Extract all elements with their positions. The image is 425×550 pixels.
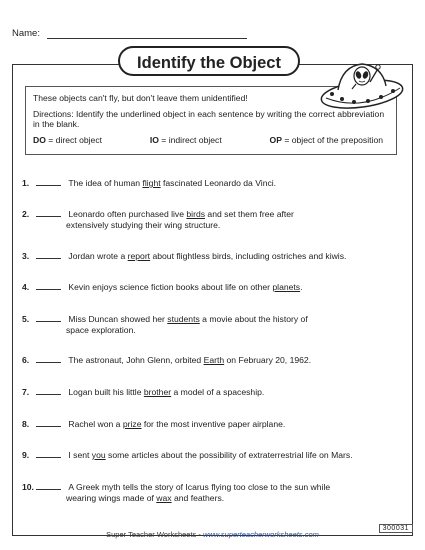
question-number: 7. [22, 387, 30, 397]
footer: Super Teacher Worksheets - www.superteacherworksheets.com [106, 530, 319, 539]
question-6: 6. The astronaut, John Glenn, orbited Earth on February 20, 1962. [22, 355, 312, 365]
underlined-object: prize [122, 419, 142, 429]
question-8: 8. Rachel won a prize for the most inventive paper airplane. [22, 419, 286, 429]
abbreviation-legend [33, 135, 389, 146]
underlined-object: students [167, 314, 200, 324]
question-9: 9. I sent you some articles about the possibility of extraterrestrial life on Mars. [22, 450, 353, 460]
worksheet-code: 300031 [379, 524, 413, 533]
underlined-object: wax [156, 492, 172, 503]
question-number: 3. [22, 251, 30, 261]
question-number: 6. [22, 355, 30, 365]
question-4: 4. Kevin enjoys science fiction books about life on other planets. [22, 282, 303, 292]
underlined-object: report [127, 251, 151, 261]
name-label: Name: [12, 28, 40, 39]
question-number: 10. [22, 482, 34, 492]
question-10: 10. A Greek myth tells the story of Icarus flying too close to the sun while wearing wings made of wax and feathers. [22, 482, 331, 503]
question-7: 7. Logan built his little brother a model of a spaceship. [22, 387, 265, 397]
answer-blank[interactable] [36, 313, 61, 322]
question-5: 5. Miss Duncan showed her students a movie about the history of space exploration. [22, 314, 308, 335]
question-number: 8. [22, 419, 30, 429]
answer-blank[interactable] [36, 481, 61, 490]
instructions-directions: Directions: Identify the underlined object in each sentence by writing the correct abbreviation in the blank. [33, 108, 385, 129]
answer-blank[interactable] [36, 449, 61, 458]
name-row [12, 28, 247, 39]
question-2: 2. Leonardo often purchased live birds and set them free after extensively studying their wing structure. [22, 209, 294, 230]
answer-blank[interactable] [36, 208, 61, 217]
answer-blank[interactable] [36, 281, 61, 290]
answer-blank[interactable] [36, 386, 61, 395]
footer-site-name: Super Teacher Worksheets [106, 530, 197, 539]
question-3: 3. Jordan wrote a report about flightless birds, including ostriches and kiwis. [22, 251, 347, 261]
question-number: 2. [22, 209, 30, 219]
question-number: 1. [22, 178, 30, 188]
footer-url-link[interactable]: www.superteacherworksheets.com [202, 530, 319, 539]
question-number: 9. [22, 450, 30, 460]
question-number: 4. [22, 282, 30, 292]
ufo-alien-icon [318, 54, 406, 116]
question-1: 1. The idea of human flight fascinated Leonardo da Vinci. [22, 178, 277, 188]
legend-item-io: IO = indirect object [149, 134, 222, 145]
underlined-object: birds [186, 209, 206, 219]
answer-blank[interactable] [36, 354, 61, 363]
legend-item-do: DO = direct object [33, 134, 103, 145]
underlined-object: flight [142, 178, 161, 188]
underlined-object: brother [143, 387, 172, 397]
instructions-intro: These objects can't fly, but don't leave them unidentified! [33, 93, 248, 103]
page-title: Identify the Object [118, 46, 300, 76]
answer-blank[interactable] [36, 177, 61, 186]
underlined-object: planets [272, 282, 301, 292]
name-field[interactable] [47, 29, 247, 39]
underlined-object: Earth [203, 355, 225, 365]
underlined-object: you [91, 450, 106, 460]
answer-blank[interactable] [36, 418, 61, 427]
answer-blank[interactable] [36, 250, 61, 259]
legend-item-op: OP = object of the preposition [269, 134, 383, 145]
question-number: 5. [22, 314, 30, 324]
